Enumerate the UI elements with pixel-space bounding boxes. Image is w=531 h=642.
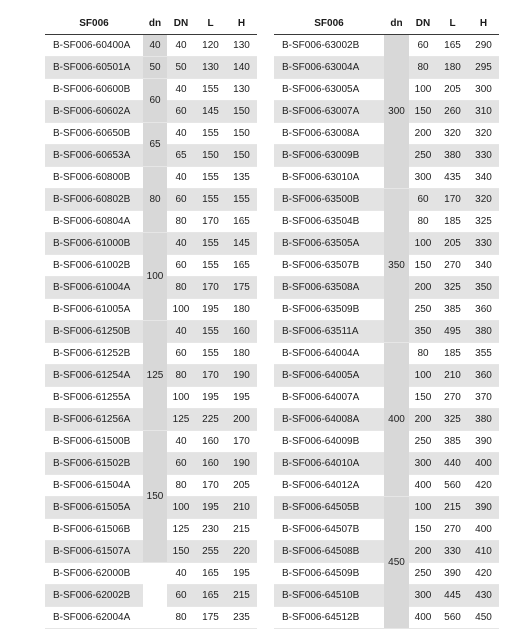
- length-cell: 205: [437, 79, 468, 101]
- height-cell: 160: [226, 321, 257, 343]
- height-cell: 220: [226, 541, 257, 563]
- model-cell: B-SF006-64010A: [274, 453, 384, 475]
- table-row: [45, 79, 257, 101]
- length-cell: 390: [437, 563, 468, 585]
- height-cell: 320: [468, 189, 499, 211]
- height-cell: 390: [468, 497, 499, 519]
- model-cell: B-SF006-64510B: [274, 585, 384, 607]
- length-cell: 495: [437, 321, 468, 343]
- height-cell: 360: [468, 299, 499, 321]
- model-cell: B-SF006-63511A: [274, 321, 384, 343]
- model-cell: B-SF006-60653A: [45, 145, 143, 167]
- height-cell: 330: [468, 145, 499, 167]
- length-cell: 170: [195, 475, 226, 497]
- right-header-row: [274, 13, 499, 35]
- dn-cell: 50: [167, 57, 195, 79]
- model-cell: B-SF006-60600B: [45, 79, 143, 101]
- dn-cell: 250: [409, 145, 437, 167]
- length-cell: 155: [195, 123, 226, 145]
- height-cell: 215: [226, 585, 257, 607]
- height-cell: 165: [226, 211, 257, 233]
- dn-cell: 100: [167, 299, 195, 321]
- model-cell: B-SF006-62004A: [45, 607, 143, 629]
- length-cell: 560: [437, 475, 468, 497]
- dn-cell: 100: [409, 365, 437, 387]
- length-cell: 165: [195, 585, 226, 607]
- model-cell: B-SF006-61505A: [45, 497, 143, 519]
- height-cell: 200: [226, 409, 257, 431]
- dn-cell: 100: [409, 79, 437, 101]
- length-cell: 330: [437, 541, 468, 563]
- length-cell: 155: [195, 233, 226, 255]
- height-cell: 155: [226, 189, 257, 211]
- length-cell: 170: [195, 211, 226, 233]
- model-cell: B-SF006-63504B: [274, 211, 384, 233]
- model-cell: B-SF006-60804A: [45, 211, 143, 233]
- height-cell: 150: [226, 123, 257, 145]
- dn-cell: 60: [167, 453, 195, 475]
- table-row: [45, 431, 257, 453]
- height-cell: 420: [468, 475, 499, 497]
- header-dn: DN: [409, 13, 437, 35]
- model-cell: B-SF006-63508A: [274, 277, 384, 299]
- header-length: L: [437, 13, 468, 35]
- header-dn-small: dn: [384, 13, 409, 35]
- length-cell: 435: [437, 167, 468, 189]
- length-cell: 185: [437, 343, 468, 365]
- length-cell: 385: [437, 431, 468, 453]
- dn-cell: 40: [167, 233, 195, 255]
- dn-cell: 40: [167, 563, 195, 585]
- dn-cell: 300: [409, 453, 437, 475]
- dn-cell: 200: [409, 123, 437, 145]
- height-cell: 170: [226, 431, 257, 453]
- dn-group-cell: [143, 563, 167, 629]
- height-cell: 450: [468, 607, 499, 629]
- model-cell: B-SF006-64508B: [274, 541, 384, 563]
- dn-group-cell: 60: [143, 79, 167, 123]
- dn-cell: 60: [409, 189, 437, 211]
- left-header-row: [45, 13, 257, 35]
- dn-cell: 300: [409, 585, 437, 607]
- length-cell: 195: [195, 387, 226, 409]
- height-cell: 340: [468, 255, 499, 277]
- height-cell: 190: [226, 365, 257, 387]
- height-cell: 190: [226, 453, 257, 475]
- height-cell: 140: [226, 57, 257, 79]
- height-cell: 340: [468, 167, 499, 189]
- left-table-body: [45, 35, 257, 629]
- table-row: [45, 321, 257, 343]
- model-cell: B-SF006-64009B: [274, 431, 384, 453]
- model-cell: B-SF006-61254A: [45, 365, 143, 387]
- height-cell: 330: [468, 233, 499, 255]
- model-cell: B-SF006-60602A: [45, 101, 143, 123]
- model-cell: B-SF006-61504A: [45, 475, 143, 497]
- length-cell: 155: [195, 189, 226, 211]
- model-cell: B-SF006-62002B: [45, 585, 143, 607]
- height-cell: 130: [226, 79, 257, 101]
- model-cell: B-SF006-64507B: [274, 519, 384, 541]
- table-row: [45, 167, 257, 189]
- model-cell: B-SF006-64007A: [274, 387, 384, 409]
- dn-cell: 60: [409, 35, 437, 57]
- header-dn: DN: [167, 13, 195, 35]
- model-cell: B-SF006-61502B: [45, 453, 143, 475]
- height-cell: 130: [226, 35, 257, 57]
- height-cell: 380: [468, 409, 499, 431]
- model-cell: B-SF006-63509B: [274, 299, 384, 321]
- length-cell: 270: [437, 387, 468, 409]
- dn-cell: 65: [167, 145, 195, 167]
- dn-cell: 150: [167, 541, 195, 563]
- model-cell: B-SF006-63007A: [274, 101, 384, 123]
- length-cell: 195: [195, 299, 226, 321]
- model-cell: B-SF006-64008A: [274, 409, 384, 431]
- dn-cell: 250: [409, 431, 437, 453]
- dn-cell: 80: [167, 475, 195, 497]
- model-cell: B-SF006-64012A: [274, 475, 384, 497]
- dn-group-cell: 65: [143, 123, 167, 167]
- length-cell: 175: [195, 607, 226, 629]
- dn-group-cell: 50: [143, 57, 167, 79]
- model-cell: B-SF006-64512B: [274, 607, 384, 629]
- height-cell: 180: [226, 343, 257, 365]
- height-cell: 150: [226, 145, 257, 167]
- dn-cell: 60: [167, 585, 195, 607]
- height-cell: 175: [226, 277, 257, 299]
- table-row: [45, 123, 257, 145]
- length-cell: 170: [195, 277, 226, 299]
- height-cell: 430: [468, 585, 499, 607]
- height-cell: 360: [468, 365, 499, 387]
- length-cell: 440: [437, 453, 468, 475]
- height-cell: 145: [226, 233, 257, 255]
- dn-cell: 40: [167, 123, 195, 145]
- model-cell: B-SF006-63505A: [274, 233, 384, 255]
- height-cell: 295: [468, 57, 499, 79]
- length-cell: 130: [195, 57, 226, 79]
- length-cell: 165: [437, 35, 468, 57]
- model-cell: B-SF006-63002B: [274, 35, 384, 57]
- height-cell: 300: [468, 79, 499, 101]
- dn-cell: 60: [167, 343, 195, 365]
- length-cell: 225: [195, 409, 226, 431]
- dn-cell: 150: [409, 101, 437, 123]
- dn-cell: 100: [409, 233, 437, 255]
- model-cell: B-SF006-64004A: [274, 343, 384, 365]
- model-cell: B-SF006-64505B: [274, 497, 384, 519]
- height-cell: 420: [468, 563, 499, 585]
- height-cell: 310: [468, 101, 499, 123]
- table-row: [274, 497, 499, 519]
- right-table-body: [274, 35, 499, 629]
- table-row: [45, 57, 257, 79]
- dn-cell: 80: [167, 607, 195, 629]
- model-cell: B-SF006-61004A: [45, 277, 143, 299]
- height-cell: 135: [226, 167, 257, 189]
- model-cell: B-SF006-60650B: [45, 123, 143, 145]
- model-cell: B-SF006-61256A: [45, 409, 143, 431]
- header-dn-small: dn: [143, 13, 167, 35]
- dn-cell: 150: [409, 255, 437, 277]
- dn-cell: 100: [167, 497, 195, 519]
- length-cell: 160: [195, 431, 226, 453]
- length-cell: 170: [437, 189, 468, 211]
- dn-cell: 40: [167, 79, 195, 101]
- model-cell: B-SF006-61255A: [45, 387, 143, 409]
- length-cell: 255: [195, 541, 226, 563]
- length-cell: 445: [437, 585, 468, 607]
- length-cell: 185: [437, 211, 468, 233]
- dn-cell: 60: [167, 101, 195, 123]
- model-cell: B-SF006-62000B: [45, 563, 143, 585]
- model-cell: B-SF006-61000B: [45, 233, 143, 255]
- length-cell: 210: [437, 365, 468, 387]
- dn-group-cell: 100: [143, 233, 167, 321]
- height-cell: 355: [468, 343, 499, 365]
- model-cell: B-SF006-64005A: [274, 365, 384, 387]
- dn-cell: 80: [409, 343, 437, 365]
- length-cell: 205: [437, 233, 468, 255]
- header-height: H: [226, 13, 257, 35]
- height-cell: 215: [226, 519, 257, 541]
- length-cell: 155: [195, 343, 226, 365]
- height-cell: 180: [226, 299, 257, 321]
- model-cell: B-SF006-63004A: [274, 57, 384, 79]
- dn-cell: 80: [409, 211, 437, 233]
- dn-group-cell: 150: [143, 431, 167, 563]
- height-cell: 210: [226, 497, 257, 519]
- dn-cell: 150: [409, 519, 437, 541]
- dn-cell: 40: [167, 35, 195, 57]
- height-cell: 370: [468, 387, 499, 409]
- dn-cell: 350: [409, 321, 437, 343]
- dn-cell: 400: [409, 607, 437, 629]
- length-cell: 155: [195, 255, 226, 277]
- model-cell: B-SF006-63507B: [274, 255, 384, 277]
- length-cell: 215: [437, 497, 468, 519]
- length-cell: 380: [437, 145, 468, 167]
- dn-cell: 80: [167, 211, 195, 233]
- height-cell: 350: [468, 277, 499, 299]
- model-cell: B-SF006-61252B: [45, 343, 143, 365]
- model-cell: B-SF006-61002B: [45, 255, 143, 277]
- length-cell: 385: [437, 299, 468, 321]
- height-cell: 400: [468, 453, 499, 475]
- length-cell: 260: [437, 101, 468, 123]
- model-cell: B-SF006-63009B: [274, 145, 384, 167]
- header-model: SF006: [45, 13, 143, 35]
- model-cell: B-SF006-63005A: [274, 79, 384, 101]
- model-cell: B-SF006-61005A: [45, 299, 143, 321]
- dn-group-cell: 125: [143, 321, 167, 431]
- model-cell: B-SF006-63500B: [274, 189, 384, 211]
- dn-cell: 250: [409, 563, 437, 585]
- model-cell: B-SF006-61506B: [45, 519, 143, 541]
- length-cell: 325: [437, 277, 468, 299]
- height-cell: 235: [226, 607, 257, 629]
- table-row: [274, 343, 499, 365]
- dn-cell: 100: [409, 497, 437, 519]
- model-cell: B-SF006-60501A: [45, 57, 143, 79]
- dn-cell: 125: [167, 519, 195, 541]
- dn-cell: 400: [409, 475, 437, 497]
- length-cell: 155: [195, 321, 226, 343]
- dn-cell: 80: [409, 57, 437, 79]
- right-spec-table: [274, 13, 499, 629]
- model-cell: B-SF006-63008A: [274, 123, 384, 145]
- length-cell: 325: [437, 409, 468, 431]
- header-length: L: [195, 13, 226, 35]
- height-cell: 205: [226, 475, 257, 497]
- dn-cell: 40: [167, 321, 195, 343]
- dn-cell: 200: [409, 541, 437, 563]
- height-cell: 150: [226, 101, 257, 123]
- model-cell: B-SF006-61507A: [45, 541, 143, 563]
- length-cell: 150: [195, 145, 226, 167]
- height-cell: 400: [468, 519, 499, 541]
- dn-cell: 40: [167, 167, 195, 189]
- height-cell: 195: [226, 387, 257, 409]
- length-cell: 170: [195, 365, 226, 387]
- model-cell: B-SF006-60802B: [45, 189, 143, 211]
- length-cell: 180: [437, 57, 468, 79]
- dn-cell: 100: [167, 387, 195, 409]
- table-row: [45, 563, 257, 585]
- dn-group-cell: 80: [143, 167, 167, 233]
- height-cell: 380: [468, 321, 499, 343]
- height-cell: 165: [226, 255, 257, 277]
- length-cell: 270: [437, 519, 468, 541]
- height-cell: 290: [468, 35, 499, 57]
- table-row: [274, 35, 499, 57]
- length-cell: 230: [195, 519, 226, 541]
- dn-cell: 200: [409, 409, 437, 431]
- length-cell: 120: [195, 35, 226, 57]
- dn-cell: 40: [167, 431, 195, 453]
- dn-cell: 80: [167, 365, 195, 387]
- dn-cell: 200: [409, 277, 437, 299]
- height-cell: 325: [468, 211, 499, 233]
- header-height: H: [468, 13, 499, 35]
- length-cell: 155: [195, 167, 226, 189]
- model-cell: B-SF006-61250B: [45, 321, 143, 343]
- table-row: [45, 233, 257, 255]
- height-cell: 390: [468, 431, 499, 453]
- left-spec-table: [45, 13, 257, 629]
- dn-cell: 60: [167, 189, 195, 211]
- height-cell: 195: [226, 563, 257, 585]
- dn-cell: 250: [409, 299, 437, 321]
- length-cell: 155: [195, 79, 226, 101]
- dn-group-cell: 450: [384, 497, 409, 629]
- height-cell: 320: [468, 123, 499, 145]
- dn-group-cell: 400: [384, 343, 409, 497]
- dn-group-cell: 40: [143, 35, 167, 57]
- header-model: SF006: [274, 13, 384, 35]
- model-cell: B-SF006-64509B: [274, 563, 384, 585]
- model-cell: B-SF006-61500B: [45, 431, 143, 453]
- dn-cell: 125: [167, 409, 195, 431]
- table-row: [45, 35, 257, 57]
- dn-cell: 150: [409, 387, 437, 409]
- length-cell: 560: [437, 607, 468, 629]
- dn-group-cell: 350: [384, 189, 409, 343]
- length-cell: 270: [437, 255, 468, 277]
- dn-cell: 80: [167, 277, 195, 299]
- model-cell: B-SF006-60800B: [45, 167, 143, 189]
- model-cell: B-SF006-60400A: [45, 35, 143, 57]
- dn-cell: 60: [167, 255, 195, 277]
- length-cell: 160: [195, 453, 226, 475]
- dn-group-cell: 300: [384, 35, 409, 189]
- table-row: [274, 189, 499, 211]
- length-cell: 145: [195, 101, 226, 123]
- length-cell: 195: [195, 497, 226, 519]
- height-cell: 410: [468, 541, 499, 563]
- length-cell: 320: [437, 123, 468, 145]
- dn-cell: 300: [409, 167, 437, 189]
- length-cell: 165: [195, 563, 226, 585]
- model-cell: B-SF006-63010A: [274, 167, 384, 189]
